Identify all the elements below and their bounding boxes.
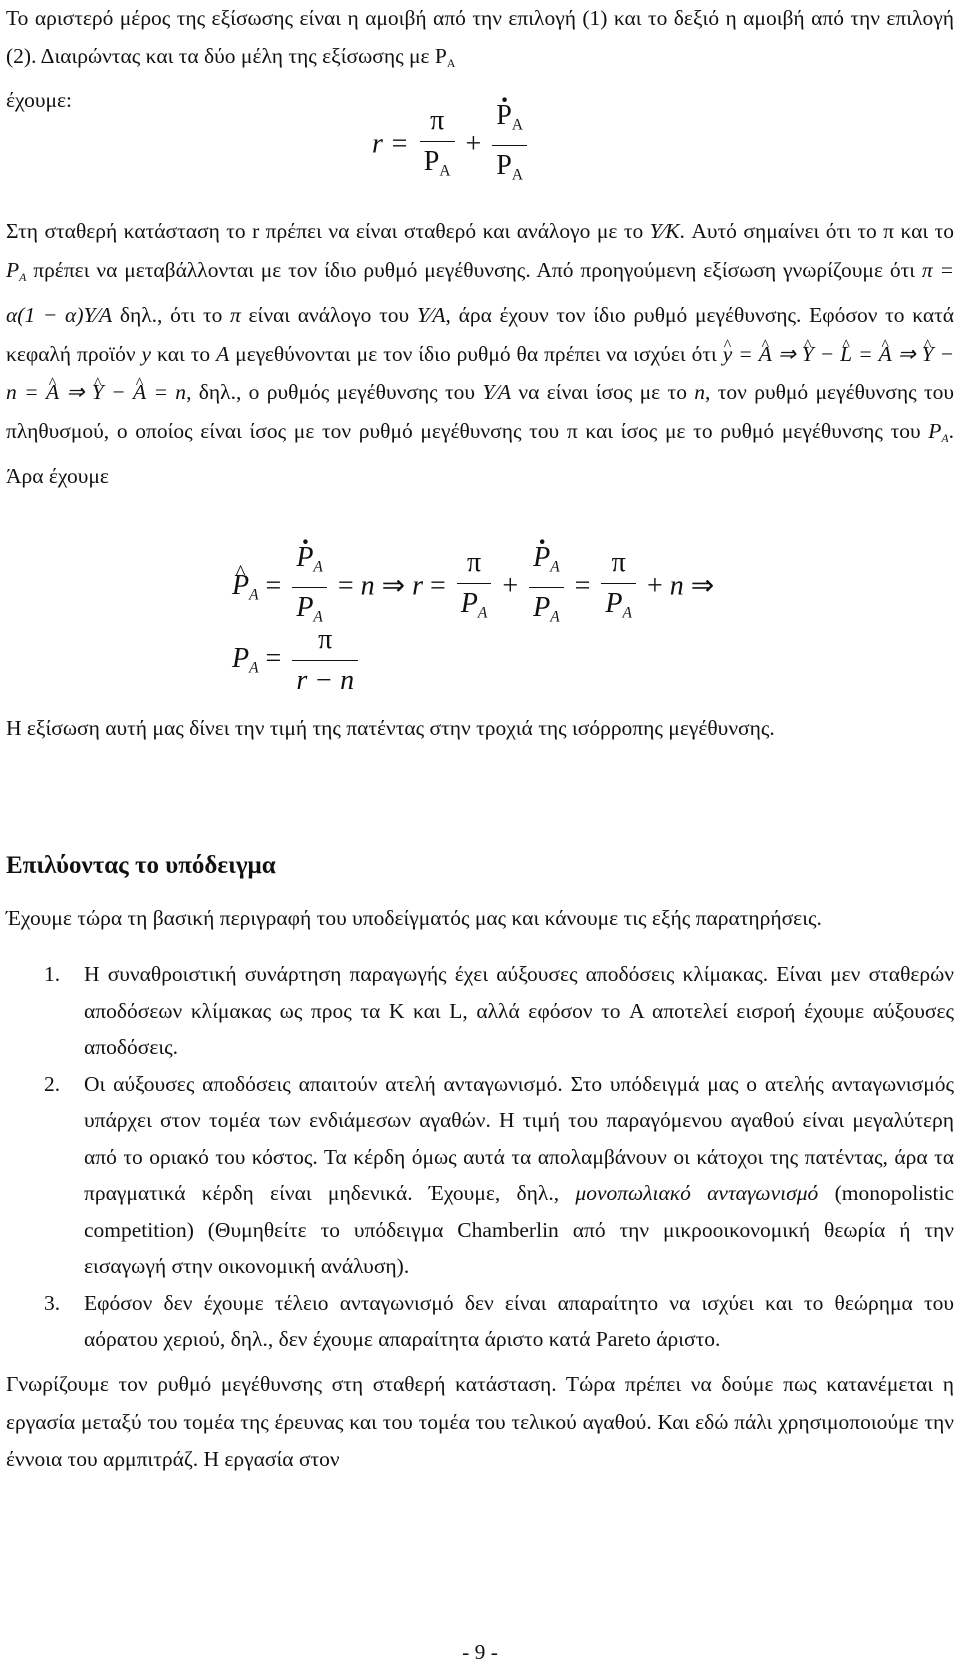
paragraph-2: Στη σταθερή κατάσταση το r πρέπει να είναι σταθερό και ανάλογο με το Y⁄K. Αυτό σημαίνει ότι το π και το $P_A$ πρέπει να μεταβάλλονται με τον ίδιο ρυθμό μεγέθυνσης. Από προηγούμενη εξίσωση γνωρίζουμε ότι π = α(1 − α)Y⁄A δηλ., ότι το π είναι ανάλογο του Y⁄A, άρα έχουν τον ίδιο ρυθμό μεγέθυνσης. Εφόσον το κατά κεφαλή προϊόν y και το A μεγεθύνονται με τον ίδιο ρυθμό θα πρέπει να ισχύει ότι ^ y = ^ A ⇒ ^ Y − ^ L = ^ A ⇒ ^ Y − n = ^ A ⇒ ^ Y − ^ A = n, δηλ., ο ρυθμός μεγέθυνσης του Y⁄A να είναι ίσος με το n, τον ρυθμό μεγέθυνσης του πληθυσμού, ο οποίος είναι ίσος με τον ρυθμό μεγέθυνσης του π και ίσος με το ρυθμό μεγέθυνσης του $P_A$. Άρα έχουμε: [6, 212, 954, 496]
paragraph-4: Έχουμε τώρα τη βασική περιγραφή του υποδείγματός μας και κάνουμε τις εξής παρατηρήσεις.: [6, 905, 822, 930]
paragraph-1-tail: έχουμε:: [6, 88, 73, 113]
list-item: 2. Οι αύξουσες αποδόσεις απαιτούν ατελή ανταγωνισμό. Στο υπόδειγμά μας ο ατελής ανταγωνισμός υπάρχει στον τομέα των ενδιάμεσων αγαθών. Η τιμή του παραγόμενου αγαθού είναι μεγαλύτερη από το οριακό του κόστος. Τα κέρδη όμως αυτά τα απολαμβάνουν οι κάτοχοι της πατέντας, άρα τα πραγματικά κέρδη είναι μηδενικά. Έχουμε, δηλ., μονοπωλιακό ανταγωνισμό (monopolistic competition) (Θυμηθείτε το υπόδειγμα Chamberlin από την μικροοικονομική θεωρία ή την εισαγωγή στην οικονομική ανάλυση).: [44, 1071, 955, 1278]
list-item: 1. Η συναθροιστική συνάρτηση παραγωγής έχει αύξουσες αποδόσεις κλίμακας. Είναι μεν σταθερών αποδόσεων κλίμακας ως προς τα K και L, αλλά εφόσον το A αποτελεί εισροή έχουμε αύξουσες αποδόσεις.: [44, 962, 954, 1059]
equation-r: r = $\frac{\pi}{P_A}$ + · $\frac{P_A}{P_A}$: [372, 98, 531, 194]
observations-list: [6, 956, 954, 1358]
section-heading: Επιλύοντας το υπόδειγμα: [6, 852, 276, 879]
list-item: 3. Εφόσον δεν έχουμε τέλειο ανταγωνισμό δεν είναι απαραίτητο να ισχύει και το θεώρημα του αόρατου χεριού, δηλ., δεν έχουμε απαραίτητα άριστο κατά Pareto άριστο.: [44, 1290, 954, 1351]
subscript: A: [446, 55, 456, 70]
equation-pa-value: $P_A$ = $\frac{\pi}{r - n}$: [232, 622, 362, 699]
paragraph-1-text: Το αριστερό μέρος της εξίσωσης είναι η αμοιβή από την επιλογή (1) και το δεξιό η αμοιβή από την επιλογή (2). Διαιρώντας και τα δύο μέλη της εξίσωσης με P: [6, 6, 954, 68]
paragraph-5: Γνωρίζουμε τον ρυθμό μεγέθυνσης στη σταθερή κατάσταση. Τώρα πρέπει να δούμε πως κατανέμεται η εργασία μεταξύ του τομέα της έρευνας και του τομέα του τελικού αγαθού. Και εδώ πάλι χρησιμοποιούμε την έννοια του αρμπιτράζ. Η εργασία στον: [6, 1372, 954, 1471]
page-number: - 9 -: [462, 1640, 498, 1664]
paragraph-3: Η εξίσωση αυτή μας δίνει την τιμή της πατέντας στην τροχιά της ισόρροπης μεγέθυνσης.: [6, 716, 775, 740]
fraction-pdot-over-pa: · $\frac{P_A}{P_A}$: [492, 98, 527, 194]
equation-pa-growth: ^ $P_A$ = · $\frac{P_A}{P_A}$ = n ⇒ r = $\frac{\pi}{P_A}$ + · $\frac{P_A}{P_A}$ = $\frac{\pi}{P_A}$ + n ⇒: [232, 540, 714, 636]
fraction-pi-over-pa: $\frac{\pi}{P_A}$: [420, 103, 455, 189]
growth-identity: ^ y = ^ A ⇒ ^ Y − ^ L = ^ A ⇒ ^ Y − n = ^ A ⇒ ^ Y − ^ A = n: [6, 342, 954, 405]
